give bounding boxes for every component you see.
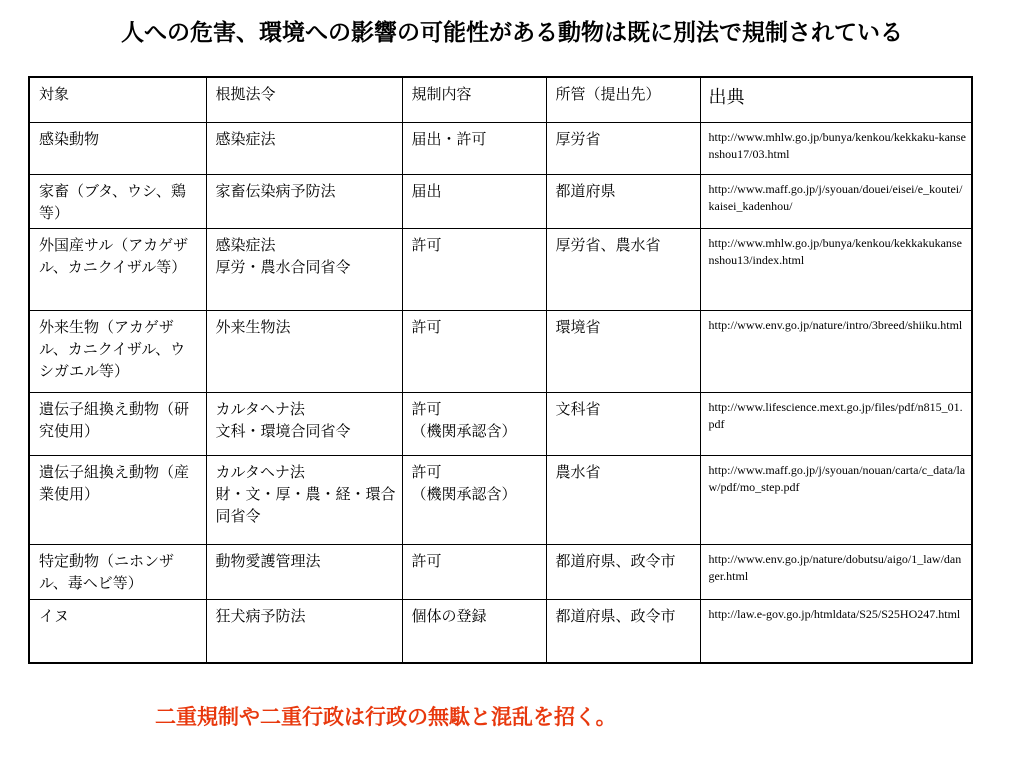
cell-regulation [402,228,546,310]
cell-law [206,599,402,663]
cell-law-line: 財・文・厚・農・経・環合同省令 [215,484,396,525]
cell-target-line: 遺伝子組換え動物（研究使用） [39,399,190,440]
cell-department-line: 環境省 [555,317,601,336]
cell-department-line: 厚労省 [555,129,601,148]
table-row [29,174,972,228]
cell-department-line: 都道府県、政令市 [555,551,676,570]
cell-department-line: 農水省 [555,462,601,481]
cell-department-line: 厚労省、農水省 [555,235,661,254]
cell-department [546,599,700,663]
cell-target [29,228,206,310]
cell-source-url: http://www.env.go.jp/nature/dobutsu/aigo/1_law/danger.html [700,544,972,599]
table-header-row [29,77,972,122]
cell-department [546,310,700,392]
cell-regulation-line: 許可 [411,462,442,481]
cell-target-line: 外来生物（アカゲザル、カニクイザル、ウシガエル等） [39,317,186,380]
cell-target-line: 遺伝子組換え動物（産業使用） [39,462,190,503]
cell-regulation [402,455,546,544]
cell-department-line: 都道府県、政令市 [555,606,676,625]
cell-law [206,228,402,310]
cell-target-line: 感染動物 [39,129,100,148]
cell-target-line: 外国産サル（アカゲザル、カニクイザル等） [39,235,189,276]
cell-department [546,544,700,599]
table-row [29,455,972,544]
cell-target [29,122,206,174]
cell-target [29,544,206,599]
cell-law-line: 狂犬病予防法 [215,606,306,625]
cell-law [206,455,402,544]
cell-target-line: 特定動物（ニホンザル、毒ヘビ等） [39,551,175,592]
cell-regulation [402,174,546,228]
cell-law-line: 外来生物法 [215,317,291,336]
cell-department [546,228,700,310]
cell-law [206,174,402,228]
cell-department-line: 文科省 [555,399,601,418]
cell-department [546,122,700,174]
cell-regulation-line: 個体の登録 [411,606,487,625]
header-cell-law: 根拠法令 [206,77,402,122]
cell-law [206,122,402,174]
cell-source-url: http://www.mhlw.go.jp/bunya/kenkou/kekkaku-kansenshou17/03.html [700,122,972,174]
cell-law-line: 家畜伝染病予防法 [215,181,336,200]
cell-source-url: http://www.maff.go.jp/j/syouan/douei/eisei/e_koutei/kaisei_kadenhou/ [700,174,972,228]
cell-regulation [402,599,546,663]
cell-target [29,310,206,392]
table-row [29,228,972,310]
cell-target [29,174,206,228]
cell-law-line: 動物愛護管理法 [215,551,321,570]
table-row [29,544,972,599]
cell-law [206,392,402,455]
cell-regulation [402,392,546,455]
cell-source-url: http://law.e-gov.go.jp/htmldata/S25/S25HO247.html [700,599,972,663]
cell-target [29,599,206,663]
table-row [29,122,972,174]
cell-regulation [402,122,546,174]
cell-law-line: 文科・環境合同省令 [215,421,351,440]
cell-target-line: イヌ [39,606,70,625]
table-row [29,599,972,663]
cell-target [29,455,206,544]
cell-source-url: http://www.lifescience.mext.go.jp/files/pdf/n815_01.pdf [700,392,972,455]
cell-regulation-line: （機関承認含） [411,421,517,440]
regulation-table [28,76,973,664]
cell-department [546,174,700,228]
conclusion-text: 二重規制や二重行政は行政の無駄と混乱を招く。 [155,705,617,729]
cell-regulation-line: （機関承認含） [411,484,517,503]
cell-regulation-line: 許可 [411,399,442,418]
table-row [29,392,972,455]
cell-source-url: http://www.maff.go.jp/j/syouan/nouan/carta/c_data/law/pdf/mo_step.pdf [700,455,972,544]
cell-regulation-line: 届出 [411,181,442,200]
cell-regulation-line: 許可 [411,317,442,336]
cell-regulation [402,544,546,599]
cell-department [546,455,700,544]
cell-regulation-line: 届出・許可 [411,129,487,148]
cell-department [546,392,700,455]
cell-target [29,392,206,455]
header-cell-source: 出典 [700,77,972,122]
header-cell-department: 所管（提出先） [546,77,700,122]
table-row [29,310,972,392]
cell-law-line: カルタヘナ法 [215,399,305,418]
header-cell-regulation: 規制内容 [402,77,546,122]
cell-law-line: 感染症法 [215,235,276,254]
cell-source-url: http://www.mhlw.go.jp/bunya/kenkou/kekkakukansenshou13/index.html [700,228,972,310]
cell-regulation [402,310,546,392]
cell-department-line: 都道府県 [555,181,616,200]
header-cell-target: 対象 [29,77,206,122]
cell-regulation-line: 許可 [411,551,442,570]
cell-law-line: カルタヘナ法 [215,462,305,481]
cell-regulation-line: 許可 [411,235,442,254]
cell-law [206,544,402,599]
slide-title: 人への危害、環境への影響の可能性がある動物は既に別法で規制されている [121,20,903,46]
cell-target-line: 家畜（ブタ、ウシ、鶏等） [39,181,186,222]
cell-law-line: 感染症法 [215,129,276,148]
cell-law-line: 厚労・農水合同省令 [215,257,351,276]
cell-source-url: http://www.env.go.jp/nature/intro/3breed/shiiku.html [700,310,972,392]
cell-law [206,310,402,392]
